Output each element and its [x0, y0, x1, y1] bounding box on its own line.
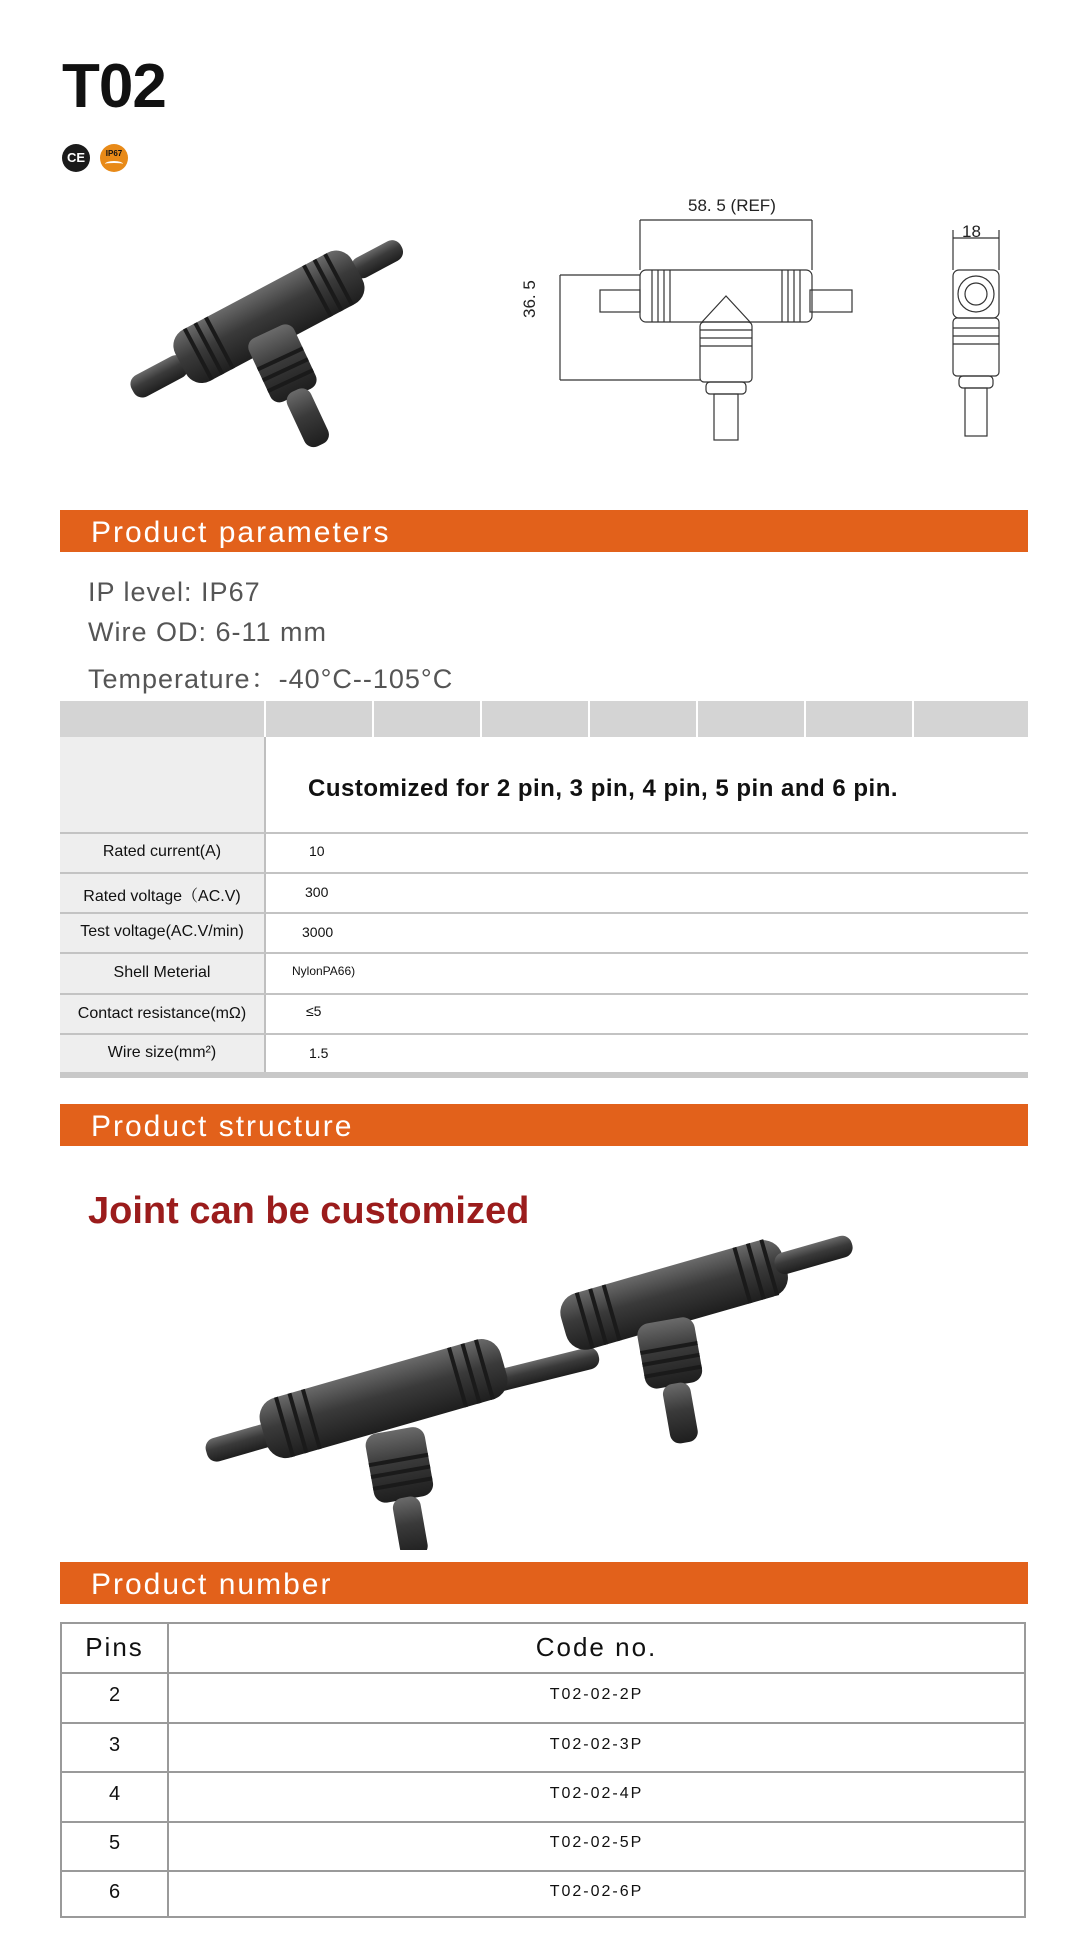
spec-label-shell-material: Shell Meterial: [113, 964, 211, 981]
dimension-height-label: 36. 5: [520, 280, 539, 318]
dimension-drawing-front: [530, 190, 890, 450]
product-render-image: [120, 210, 410, 450]
spec-label-wire-size: Wire size(mm²): [107, 1044, 217, 1061]
ce-mark-icon: CE: [62, 144, 90, 172]
spec-label-contact-resistance: Contact resistance(mΩ): [77, 1005, 247, 1022]
spec-value-test-voltage: 3000: [302, 924, 334, 940]
spec-row-divider: [60, 832, 1028, 834]
spec-row-divider: [60, 1033, 1028, 1035]
pn-row-code: T02-02-6P: [549, 1883, 644, 1900]
ip67-badge-icon: IP67: [100, 144, 128, 172]
param-ip-level: IP level: IP67: [88, 577, 261, 607]
spec-label-rated-current: Rated current(A): [102, 843, 222, 860]
spec-label-test-voltage: Test voltage(AC.V/min): [80, 923, 244, 940]
dimension-width-label: 58. 5 (REF): [688, 196, 776, 215]
spec-row-divider: [60, 912, 1028, 914]
pn-row-pins: 6: [108, 1881, 121, 1903]
section-header-parameters: Product parameters: [60, 510, 1028, 552]
section-header-structure: Product structure: [60, 1104, 1028, 1146]
param-temperature: Temperature：-40°C--105°C: [88, 664, 454, 694]
pn-column-divider: [167, 1624, 169, 1916]
param-wire-od: Wire OD: 6-11 mm: [88, 617, 328, 647]
spec-custom-note: Customized for 2 pin, 3 pin, 4 pin, 5 pin and 6 pin.: [308, 775, 899, 802]
pn-row-pins: 5: [108, 1832, 121, 1854]
chained-connectors-image: [200, 1180, 860, 1550]
spec-value-shell-material: NylonPA66): [292, 964, 356, 978]
product-number-table: [60, 1622, 1026, 1918]
pn-row-divider: [62, 1821, 1024, 1823]
pn-row-code: T02-02-5P: [549, 1834, 644, 1851]
pn-row-pins: 3: [108, 1734, 121, 1756]
spec-value-rated-voltage: 300: [305, 884, 329, 900]
product-title: T02: [62, 52, 166, 121]
spec-row-divider: [60, 993, 1028, 995]
dimension-drawing-side: [935, 220, 1015, 450]
pn-row-divider: [62, 1722, 1024, 1724]
pn-row-code: T02-02-2P: [549, 1686, 644, 1703]
pn-row-code: T02-02-3P: [549, 1736, 644, 1753]
spec-table-bottom-bar: [60, 1072, 1028, 1078]
spec-value-contact-resistance: ≤5: [306, 1003, 322, 1019]
pn-row-code: T02-02-4P: [549, 1785, 644, 1802]
pn-row-pins: 4: [108, 1783, 121, 1805]
pn-row-divider: [62, 1870, 1024, 1872]
pn-row-divider: [62, 1672, 1024, 1674]
pn-header-code: Code no.: [535, 1632, 658, 1662]
spec-table-header: [60, 701, 1028, 737]
section-header-number: Product number: [60, 1562, 1028, 1604]
pn-row-pins: 2: [108, 1684, 121, 1706]
dimension-side-label: 18: [962, 222, 981, 241]
spec-column-divider: [264, 737, 266, 1072]
structure-highlight-text: Joint can be customized: [88, 1190, 530, 1232]
pn-header-pins: Pins: [85, 1632, 144, 1662]
spec-value-wire-size: 1.5: [309, 1045, 329, 1061]
pn-row-divider: [62, 1771, 1024, 1773]
spec-row-divider: [60, 952, 1028, 954]
spec-label-rated-voltage: Rated voltage（AC.V): [83, 888, 241, 905]
spec-row-divider: [60, 872, 1028, 874]
spec-value-rated-current: 10: [309, 843, 325, 859]
